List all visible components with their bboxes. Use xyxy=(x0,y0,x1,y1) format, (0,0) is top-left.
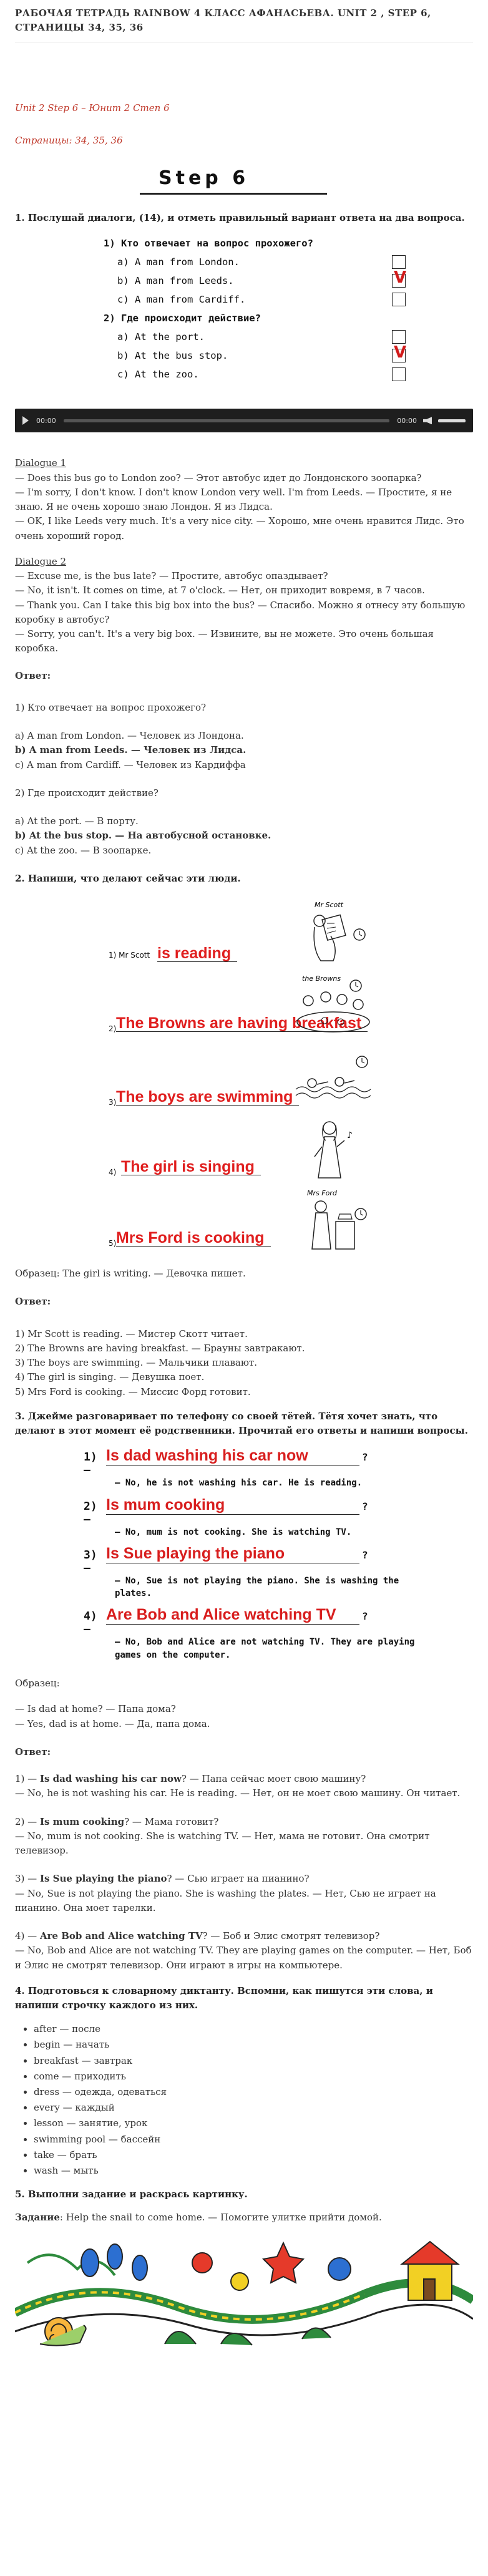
svg-text:Mr Scott: Mr Scott xyxy=(315,901,343,909)
quiz-text: 1) Кто отвечает на вопрос прохожего? xyxy=(104,238,313,250)
word-item: • come — приходить xyxy=(34,2069,473,2084)
quiz-text: b) At the bus stop. xyxy=(117,350,228,362)
question-line: 1) — Is dad washing his car now ? xyxy=(84,1447,368,1477)
answer-question: 4) — Are Bob and Alice watching TV? — Боб и Элис смотрят телевизор? xyxy=(15,1930,380,1942)
handwritten-answer: Mrs Ford is cooking xyxy=(116,1230,271,1247)
volume-icon[interactable] xyxy=(423,417,432,424)
quiz-question xyxy=(104,234,473,253)
task2-worksheet xyxy=(15,898,473,1260)
handwritten-answer: The girl is singing xyxy=(121,1159,261,1175)
word-list xyxy=(34,2021,473,2179)
example-line: Образец: The girl is writing. — Девочка пишет. xyxy=(15,1268,246,1279)
handwritten-question: Is mum cooking xyxy=(106,1496,359,1515)
dialogue-line: — Thank you. Can I take this big box into the bus? — Спасибо. Можно я отнесу эту большую коробку в автобус? xyxy=(15,599,466,625)
answer-checkbox[interactable] xyxy=(392,268,407,288)
post-header xyxy=(15,0,473,42)
pages-line: Страницы: 34, 35, 36 xyxy=(15,135,123,146)
answer-label: Ответ: xyxy=(15,1746,51,1757)
task2-answers xyxy=(15,1327,473,1399)
answer-checkbox[interactable] xyxy=(392,343,407,362)
task2-title: 2. Напиши, что делают сейчас эти люди. xyxy=(15,872,241,884)
quiz-option xyxy=(104,268,473,290)
snail-maze-illustration xyxy=(15,2238,473,2356)
quiz-option xyxy=(104,343,473,365)
word-item: • take — брать xyxy=(34,2147,473,2163)
task1-answers xyxy=(15,701,473,858)
word-item: • wash — мыть xyxy=(34,2163,473,2179)
quiz-text: a) At the port. xyxy=(117,331,205,343)
house-icon xyxy=(402,2242,458,2300)
quiz-text: c) At the zoo. xyxy=(117,369,199,381)
answer-question: 1) Кто отвечает на вопрос прохожего? xyxy=(15,701,207,713)
singing-girl-illustration xyxy=(290,1115,377,1184)
word-item: • lesson — занятие, урок xyxy=(34,2116,473,2131)
task3-answers xyxy=(15,1772,473,1973)
dialogue2-head: Dialogue 2 xyxy=(15,555,67,567)
answer-question: 2) Где происходит действие? xyxy=(15,787,159,799)
dialogue-line: — Excuse me, is the bus late? — Простите, автобус опаздывает? xyxy=(15,570,328,581)
step-heading-box xyxy=(140,167,339,195)
answer-question: 1) — Is dad washing his car now? — Папа сейчас моет свою машину? xyxy=(15,1773,366,1785)
worksheet-row xyxy=(109,972,377,1041)
play-icon[interactable] xyxy=(22,416,29,425)
row-number: 5) xyxy=(109,1239,117,1248)
answer-option-correct: b) A man from Leeds. — Человек из Лидса. xyxy=(15,744,246,756)
answer-label: Ответ: xyxy=(15,669,51,681)
task2-body xyxy=(15,1266,473,1399)
handwritten-answer: The boys are swimming xyxy=(116,1089,299,1106)
word-item: • begin — начать xyxy=(34,2037,473,2053)
svg-text:the Browns: the Browns xyxy=(302,975,341,983)
volume-slider[interactable] xyxy=(438,419,466,422)
dialogue-line: — Does this bus go to London zoo? — Этот автобус идет до Лондонского зоопарка? xyxy=(15,472,422,484)
handwritten-question: Is Sue playing the piano xyxy=(106,1545,359,1563)
quiz-option xyxy=(104,328,473,346)
printed-answer: — No, Bob and Alice are not watching TV. They are playing games on the computer. xyxy=(115,1637,415,1660)
answer-checkbox[interactable] xyxy=(392,330,406,344)
question-line: 3) — Is Sue playing the piano ? xyxy=(84,1544,368,1575)
audio-player[interactable] xyxy=(15,409,473,432)
word-item: • swimming pool — бассейн xyxy=(34,2132,473,2147)
task1-quiz xyxy=(104,234,473,384)
word-item: • every — каждый xyxy=(34,2100,473,2116)
example-line: — Is dad at home? — Папа дома? xyxy=(15,1703,176,1715)
task3-body xyxy=(15,1676,473,1973)
quiz-text: c) A man from Cardiff. xyxy=(117,294,246,306)
step-heading: Step 6 xyxy=(159,167,250,189)
printed-answer: — No, Sue is not playing the piano. She is washing the plates. xyxy=(115,1575,399,1599)
handwritten-answer: The Browns are having breakfast xyxy=(116,1015,368,1032)
quiz-text: a) A man from London. xyxy=(117,256,240,268)
audio-progress-bar[interactable] xyxy=(64,419,390,422)
example-line: — Yes, dad is at home. — Да, папа дома. xyxy=(15,1718,210,1729)
printed-answer: — No, he is not washing his car. He is reading. xyxy=(115,1478,363,1489)
answer-reply: — No, Sue is not playing the piano. She is washing the plates. — Нет, Сью не играет на пианино. Она моет тарелки. xyxy=(15,1887,436,1913)
svg-text:♪: ♪ xyxy=(347,1130,353,1140)
answer-line: 5) Mrs Ford is cooking. — Миссис Форд готовит. xyxy=(15,1386,251,1397)
task5-title: 5. Выполни задание и раскрась картинку. xyxy=(15,2189,248,2200)
swimming-boys-illustration xyxy=(290,1046,377,1114)
meta xyxy=(15,102,473,146)
check-mark: V xyxy=(394,343,407,362)
quiz-option xyxy=(104,365,473,384)
task4-title: 4. Подготовься к словарному диктанту. Вспомни, как пишутся эти слова, и напиши строчку каждого из них. xyxy=(15,1985,433,2011)
example-label: Образец: xyxy=(15,1678,60,1689)
answer-question: 3) — Is Sue playing the piano? — Сью играет на пианино? xyxy=(15,1873,310,1885)
quiz-option xyxy=(104,290,473,309)
answer-reply: — No, mum is not cooking. She is watching TV. — Нет, мама не готовит. Она смотрит телевизор. xyxy=(15,1830,430,1857)
task1-title: 1. Послушай диалоги, (14), и отметь правильный вариант ответа на два вопроса. xyxy=(15,212,465,223)
worksheet-row xyxy=(109,1187,377,1255)
word-item: • breakfast — завтрак xyxy=(34,2053,473,2069)
worksheet-row xyxy=(109,1115,377,1184)
dialogue-line: — OK, I like Leeds very much. It's a very nice city. — Хорошо, мне очень нравится Лидс. Это очень хороший город. xyxy=(15,515,464,542)
task3-title: 3. Джейме разговаривает по телефону со своей тётей. Тётя хочет знать, что делают в этот момент её родственники. Прочитай его ответы и напиши вопросы. xyxy=(15,1410,468,1436)
task5-instruction: Задание: Help the snail to come home. — Помогите улитке прийти домой. xyxy=(15,2212,382,2224)
unit-line: Unit 2 Step 6 – Юнит 2 Степ 6 xyxy=(15,102,170,114)
question-line: 2) — Is mum cooking ? xyxy=(84,1495,368,1526)
answer-option: a) At the port. — В порту. xyxy=(15,815,139,827)
answer-checkbox[interactable] xyxy=(392,367,406,381)
answer-reply: — No, Bob and Alice are not watching TV. They are playing games on the computer. — Нет, Боб и Элис не смотрят телевизор. Они играют в игры на компьютере. xyxy=(15,1945,472,1971)
quiz-option xyxy=(104,253,473,271)
row-number: 1) Mr Scott xyxy=(109,951,150,960)
worksheet-row xyxy=(109,898,377,967)
answer-line: 4) The girl is singing. — Девушка поет. xyxy=(15,1371,205,1383)
quiz-text: 2) Где происходит действие? xyxy=(104,313,261,324)
answer-line: 3) The boys are swimming. — Мальчики плавают. xyxy=(15,1357,257,1368)
answer-line: 1) Mr Scott is reading. — Мистер Скотт читает. xyxy=(15,1328,248,1339)
post-title: РАБОЧАЯ ТЕТРАДЬ RAINBOW 4 КЛАСС АФАНАСЬЕВА. UNIT 2 , STEP 6, СТРАНИЦЫ 34, 35, 36 xyxy=(15,7,431,33)
word-item: • dress — одежда, одеваться xyxy=(34,2084,473,2100)
answer-option-correct: b) At the bus stop. — На автобусной остановке. xyxy=(15,830,271,842)
answer-option: c) A man from Cardiff. — Человек из Кардиффа xyxy=(15,759,246,770)
answer-checkbox[interactable] xyxy=(392,293,406,306)
word-item: • after — после xyxy=(34,2021,473,2037)
handwritten-question: Are Bob and Alice watching TV xyxy=(106,1606,359,1625)
handwritten-answer: is reading xyxy=(157,945,237,962)
cooking-woman-illustration xyxy=(290,1187,377,1255)
row-number: 3) xyxy=(109,1098,117,1107)
answer-label: Ответ: xyxy=(15,1296,51,1308)
reading-man-illustration xyxy=(290,898,377,967)
dialogue-line: — I'm sorry, I don't know. I don't know London very well. I'm from Leeds. — Простите, я не знаю. Я не очень хорошо знаю Лондон. Я из Лидса. xyxy=(15,486,452,512)
answer-line: 2) The Browns are having breakfast. — Брауны завтракают. xyxy=(15,1342,305,1354)
quiz-question xyxy=(104,309,473,328)
answer-option: a) A man from London. — Человек из Лондона. xyxy=(15,730,244,741)
snail-maze-picture xyxy=(15,2238,473,2356)
family-breakfast-illustration xyxy=(290,972,377,1041)
printed-answer: — No, mum is not cooking. She is watching TV. xyxy=(115,1527,352,1537)
answer-option: c) At the zoo. — В зоопарке. xyxy=(15,844,152,856)
answer-question: 2) — Is mum cooking? — Мама готовит? xyxy=(15,1815,219,1827)
dialogue-line: — Sorry, you can't. It's a very big box. — Извините, вы не можете. Это очень большая коробка. xyxy=(15,628,434,654)
task3-worksheet xyxy=(84,1447,433,1661)
svg-text:Mrs Ford: Mrs Ford xyxy=(307,1189,337,1197)
question-line: 4) — Are Bob and Alice watching TV ? xyxy=(84,1606,368,1636)
dialogue-line: — No, it isn't. It comes on time, at 7 o'clock. — Нет, он приходит вовремя, в 7 часов. xyxy=(15,585,425,596)
row-number: 2) xyxy=(109,1024,117,1033)
row-number: 4) xyxy=(109,1168,117,1177)
task1-body xyxy=(15,456,473,858)
worksheet-row xyxy=(109,1046,377,1114)
audio-current-time: 00:00 xyxy=(36,416,56,425)
answer-reply: — No, he is not washing his car. He is reading. — Нет, он не моет свою машину. Он читает. xyxy=(15,1787,461,1799)
step-heading-rule xyxy=(140,193,327,195)
quiz-text: b) A man from Leeds. xyxy=(117,275,234,287)
answer-checkbox[interactable] xyxy=(392,255,406,269)
dialogue1-head: Dialogue 1 xyxy=(15,457,67,469)
handwritten-question: Is dad washing his car now xyxy=(106,1447,359,1465)
check-mark: V xyxy=(394,268,407,288)
audio-duration: 00:00 xyxy=(397,416,417,425)
task5-body xyxy=(15,2210,473,2225)
